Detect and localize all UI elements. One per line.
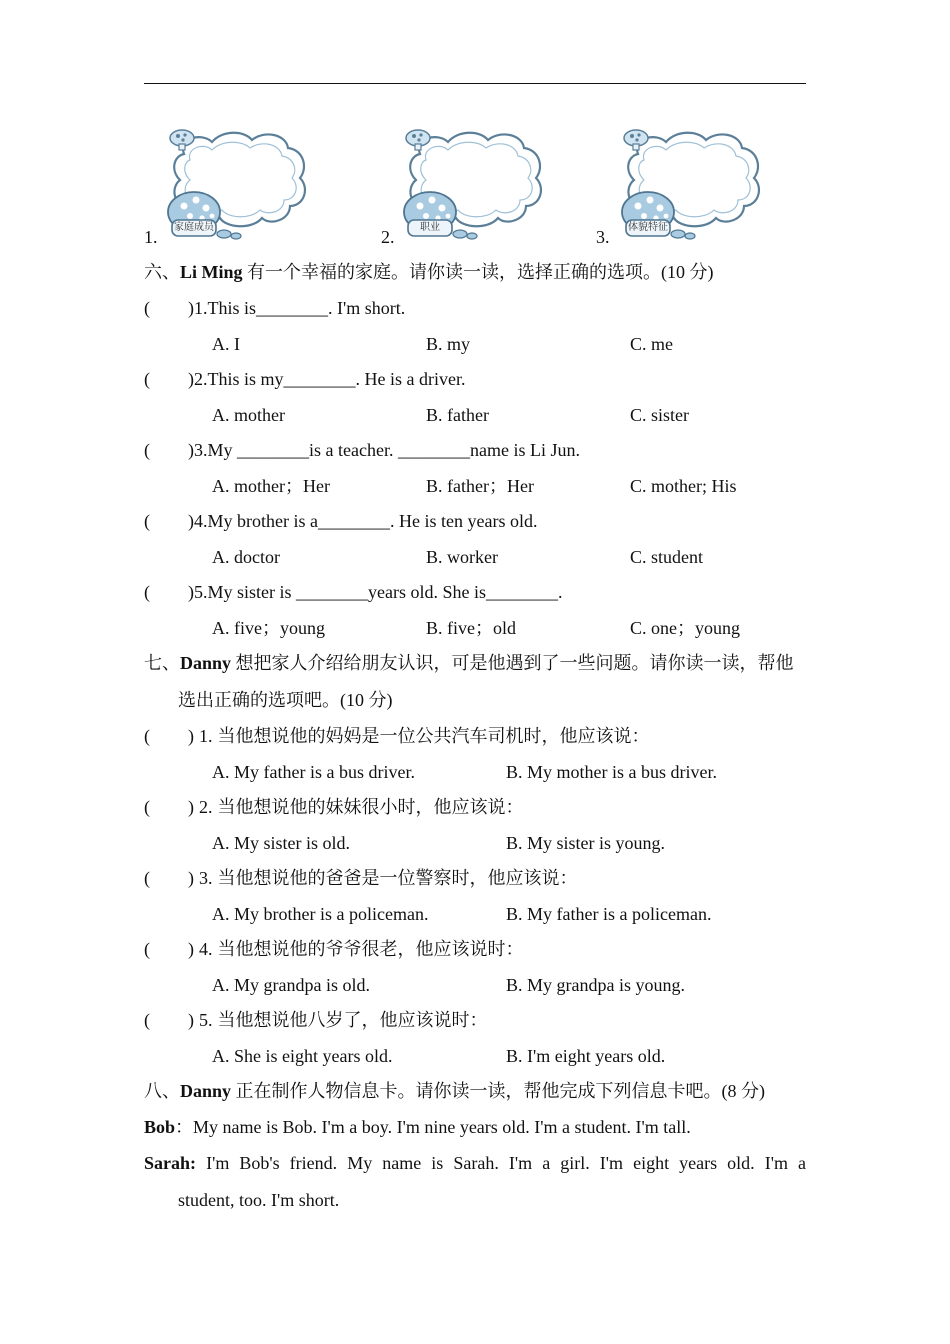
section6-prefix: 六、 [144,262,180,282]
option: B. I'm eight years old. [506,1046,666,1066]
question-text [188,368,465,390]
answer-paren-close: ) [188,298,194,318]
blank-1[interactable]: ________ [256,298,329,318]
option: B. father；Her [426,476,534,496]
answer-paren-open[interactable]: ( [144,582,150,602]
option: A. mother [212,405,285,425]
question-number: 2. [199,797,213,817]
question-text [188,867,578,889]
answer-paren-open[interactable]: ( [144,868,150,888]
question-text [188,796,524,818]
answer-paren-close: ) [188,726,194,746]
answer-paren-close: ) [188,868,194,888]
bob-text: My name is Bob. I'm a boy. I'm nine years old. I'm a student. I'm tall. [193,1117,691,1137]
option: B. five；old [426,618,516,638]
section8-heading [144,1080,765,1102]
question-after: . [558,582,563,602]
option: B. My grandpa is young. [506,975,685,995]
top-rule [144,83,806,84]
blank-1[interactable]: ________ [283,369,356,389]
answer-paren-close: ) [188,511,194,531]
question-text [188,439,580,461]
section7-name: Danny [180,653,232,673]
section6-instruction: 有一个幸福的家庭。请你读一读，选择正确的选项。(10 分) [242,262,714,282]
question-number: 5. [199,1010,213,1030]
option: B. worker [426,547,498,567]
question-text [188,725,650,747]
question-number: 5. [194,582,208,602]
option: B. My father is a policeman. [506,904,712,924]
option: C. one；young [630,618,740,638]
question-before: My sister is [207,582,297,602]
question-number: 1. [199,726,213,746]
picture-label: 家庭成员 [174,222,214,233]
bob-colon: ： [175,1117,194,1137]
option: C. sister [630,405,690,425]
answer-paren-open[interactable]: ( [144,369,150,389]
question-before: My [207,440,238,460]
picture-number: 3. [596,227,610,247]
question-text [188,510,537,532]
picture-label: 职业 [420,222,440,233]
option: A. She is eight years old. [212,1046,393,1066]
option: B. My mother is a bus driver. [506,762,717,782]
blank-1[interactable]: ________ [317,511,390,531]
option: B. father [426,405,489,425]
question-after: name is Li Jun. [469,440,580,460]
question-prompt: 当他想说他的妹妹很小时，他应该说： [217,797,524,817]
answer-paren-close: ) [188,440,194,460]
option: A. My sister is old. [212,833,351,853]
question-prompt: 当他想说他的爸爸是一位警察时，他应该说： [217,868,578,888]
section7-prefix: 七、 [144,653,180,673]
section8-name: Danny [180,1081,232,1101]
picture-label: 体貌特征 [628,222,668,233]
question-before: This is [207,298,257,318]
question-mid: . I'm short. [328,298,406,318]
question-prompt: 当他想说他八岁了，他应该说时： [217,1010,488,1030]
question-text [188,581,563,603]
answer-paren-close: ) [188,797,194,817]
sarah-text-line2: student, too. I'm short. [178,1190,340,1210]
question-number: 2. [194,369,208,389]
picture-number: 2. [381,227,395,247]
blank-1[interactable]: ________ [237,440,310,460]
section7-heading [144,652,794,674]
answer-paren-close: ) [188,582,194,602]
question-before: My brother is a [207,511,318,531]
sarah-paragraph-line1 [144,1152,806,1174]
question-mid: years old. She is [368,582,486,602]
answer-paren-close: ) [188,939,194,959]
option: A. five；young [212,618,325,638]
answer-paren-close: ) [188,369,194,389]
option: C. student [630,547,704,567]
question-mid: is a teacher. [309,440,398,460]
section6-name: Li Ming [180,262,243,282]
option: C. me [630,334,673,354]
bob-paragraph [144,1116,691,1138]
question-mid: . He is ten years old. [389,511,538,531]
option: A. mother；Her [212,476,330,496]
section7-instruction-line2: 选出正确的选项吧。(10 分) [178,690,393,710]
sarah-text-line1: I'm Bob's friend. My name is Sarah. I'm a girl. I'm eight years old. I'm a [206,1153,807,1173]
question-number: 4. [194,511,208,531]
answer-paren-open[interactable]: ( [144,511,150,531]
picture-number: 1. [144,227,158,247]
answer-paren-open[interactable]: ( [144,298,150,318]
option: A. doctor [212,547,280,567]
option: C. mother; His [630,476,737,496]
section6-heading [144,261,714,283]
question-mid: . He is a driver. [355,369,466,389]
answer-paren-open[interactable]: ( [144,726,150,746]
question-number: 4. [199,939,213,959]
question-number: 3. [194,440,208,460]
sarah-label: Sarah: [144,1153,197,1173]
option: A. I [212,334,240,354]
answer-paren-open[interactable]: ( [144,939,150,959]
question-number: 1. [194,298,208,318]
answer-paren-open[interactable]: ( [144,1010,150,1030]
answer-paren-open[interactable]: ( [144,797,150,817]
blank-1[interactable]: ________ [296,582,369,602]
question-text [188,297,405,319]
question-prompt: 当他想说他的妈妈是一位公共汽车司机时，他应该说： [217,726,650,746]
blank-2[interactable]: ________ [397,440,470,460]
option: A. My father is a bus driver. [212,762,415,782]
option: B. my [426,334,471,354]
answer-paren-close: ) [188,1010,194,1030]
bob-label: Bob [144,1117,176,1137]
answer-paren-open[interactable]: ( [144,440,150,460]
blank-2[interactable]: ________ [486,582,558,602]
section8-instruction: 正在制作人物信息卡。请你读一读，帮他完成下列信息卡吧。(8 分) [231,1081,766,1101]
section8-prefix: 八、 [144,1081,180,1101]
option: A. My grandpa is old. [212,975,370,995]
question-prompt: 当他想说他的爷爷很老，他应该说时： [217,939,524,959]
question-number: 3. [199,868,213,888]
question-text [188,1009,488,1031]
question-text [188,938,524,960]
option: A. My brother is a policeman. [212,904,429,924]
option: B. My sister is young. [506,833,666,853]
question-before: This is my [207,369,284,389]
section7-instruction-line1: 想把家人介绍给朋友认识，可是他遇到了一些问题。请你读一读，帮他 [231,653,794,673]
